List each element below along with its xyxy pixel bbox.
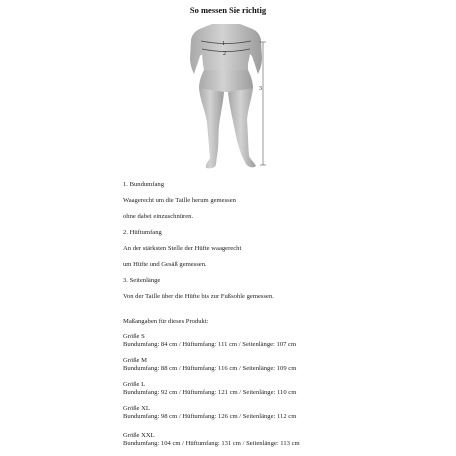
- size-values: Bundumfang: 104 cm / Hüftumfang: 131 cm / Seitenlänge: 113 cm: [123, 440, 300, 447]
- mannequin-illustration: [150, 18, 310, 178]
- waist-heading: 1. Bundumfang: [123, 181, 165, 188]
- side-length-text-line: Von der Taille über die Hüfte bis zur Fußsohle gemessen.: [123, 293, 274, 300]
- side-length-marker-label: 3: [259, 86, 262, 92]
- sizes-intro: Maßangaben für dieses Produkt:: [123, 318, 209, 325]
- mannequin-figure: [150, 18, 310, 178]
- page-title: So messen Sie richtig: [189, 5, 267, 15]
- hip-marker-label: 2: [223, 51, 226, 57]
- hip-text-line: um Hüfte und Gesäß gemessen.: [123, 261, 207, 268]
- waist-marker-label: 1: [222, 41, 225, 47]
- mannequin-torso: [190, 24, 262, 74]
- size-values: Bundumfang: 98 cm / Hüftumfang: 126 cm / Seitenlänge: 112 cm: [123, 413, 297, 420]
- waist-text-line: Waagerecht um die Taille herum gemessen: [123, 197, 236, 204]
- side-length-heading: 3. Seitenlänge: [123, 277, 161, 284]
- size-name: Größe S: [123, 333, 145, 340]
- size-values: Bundumfang: 88 cm / Hüftumfang: 116 cm / Seitenlänge: 109 cm: [123, 365, 297, 372]
- hip-heading: 2. Hüftumfang: [123, 229, 162, 236]
- waist-text-line: ohne dabei einzuschnüren.: [123, 213, 194, 220]
- size-name: Größe M: [123, 357, 147, 364]
- size-name: Größe XXL: [123, 432, 155, 439]
- mannequin-left-leg: [199, 88, 224, 168]
- size-values: Bundumfang: 92 cm / Hüftumfang: 121 cm / Seitenlänge: 110 cm: [123, 389, 297, 396]
- mannequin-right-leg: [228, 88, 256, 167]
- size-values: Bundumfang: 84 cm / Hüftumfang: 111 cm / Seitenlänge: 107 cm: [123, 341, 297, 348]
- size-name: Größe L: [123, 381, 146, 388]
- size-name: Größe XL: [123, 405, 150, 412]
- hip-text-line: An der stärksten Stelle der Hüfte waagerecht: [123, 245, 242, 252]
